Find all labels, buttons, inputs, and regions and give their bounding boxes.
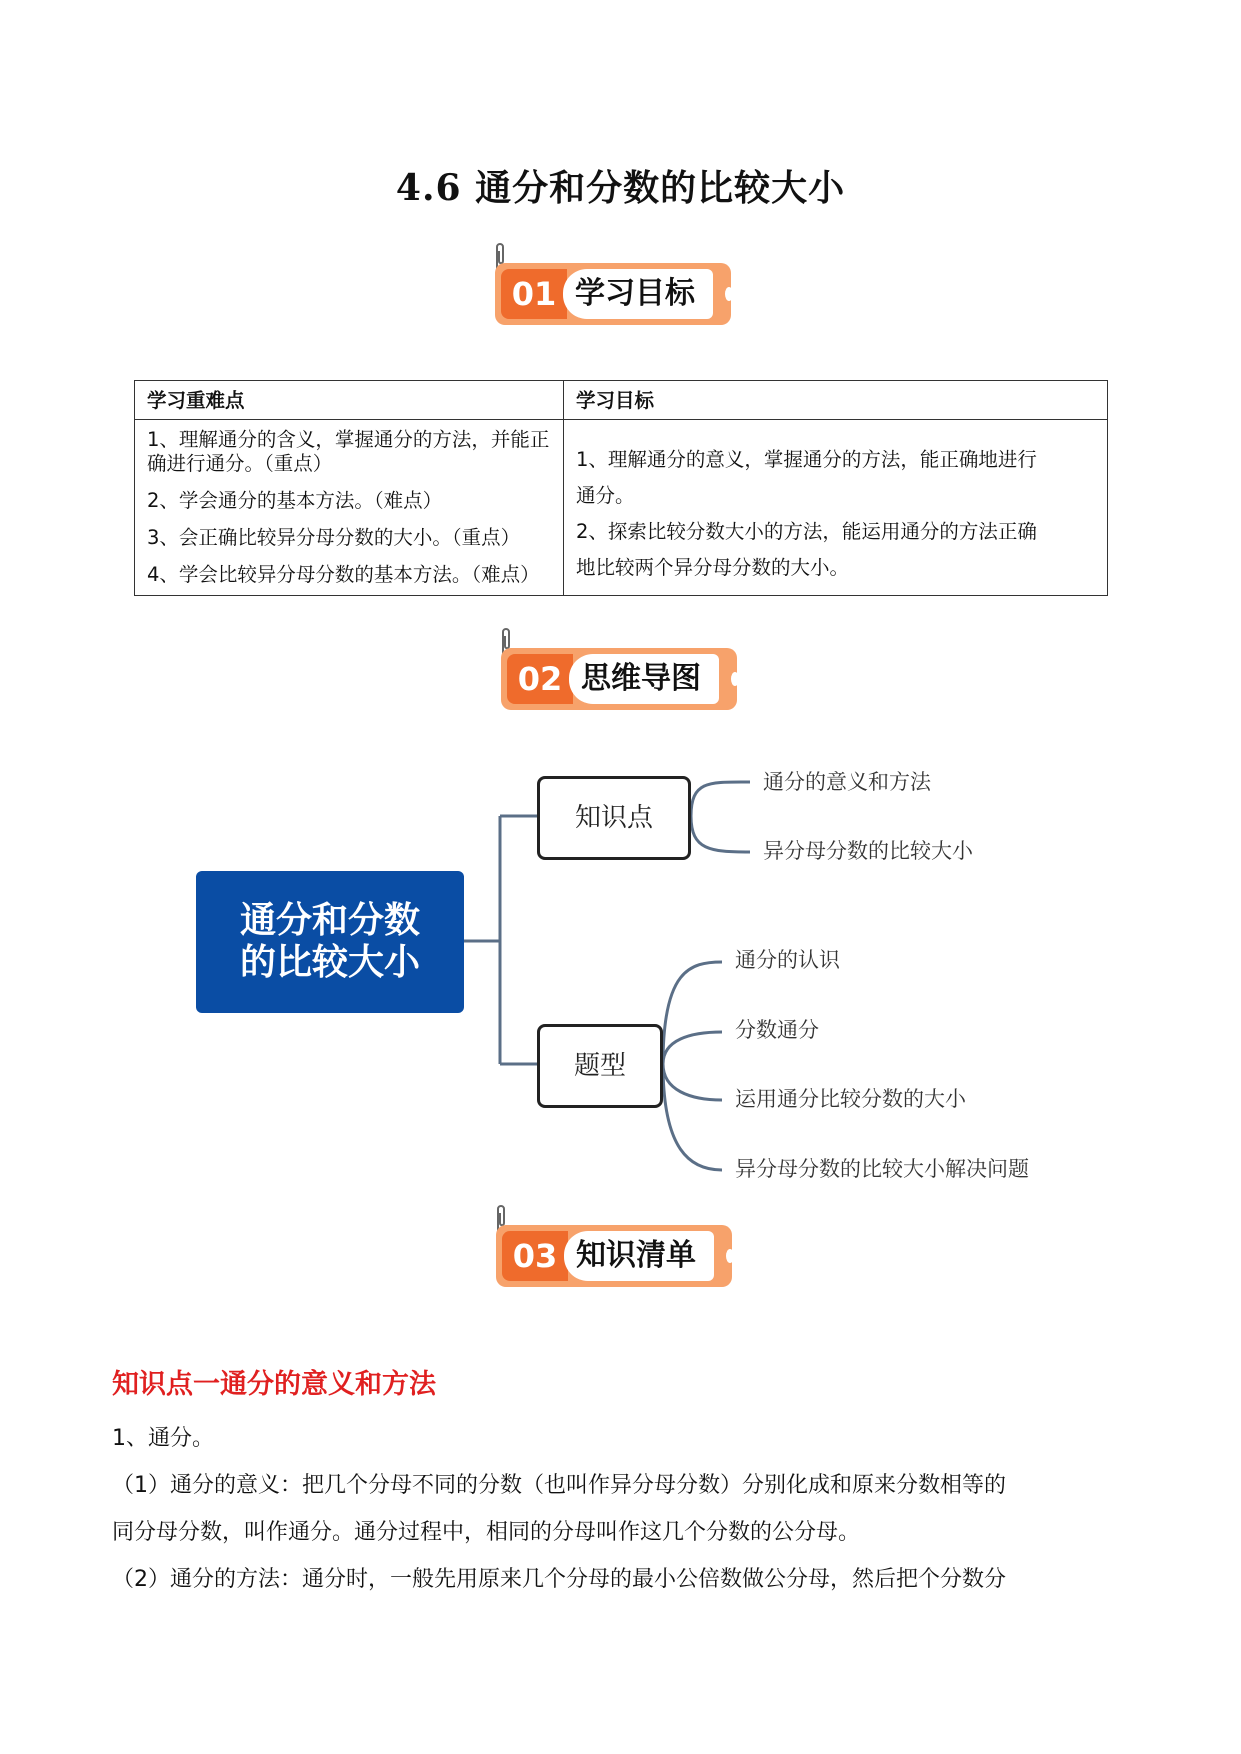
- mindmap-root: [196, 871, 464, 1013]
- goal-line: 地比较两个异分母分数的大小。: [576, 556, 850, 579]
- section-badge-knowledge: [496, 1225, 736, 1287]
- mindmap-leaf: 异分母分数的比较大小解决问题: [735, 1157, 1029, 1181]
- section-label: 学习目标: [563, 269, 713, 319]
- mindmap-leaf: 分数通分: [735, 1018, 819, 1042]
- section-number: 03: [502, 1231, 568, 1281]
- goal-line: 2、探索比较分数大小的方法，能运用通分的方法正确: [576, 520, 1037, 543]
- list-item: 1、理解通分的含义，掌握通分的方法，并能正确进行通分。（重点）: [147, 428, 550, 475]
- mindmap-branch-knowledge: 知识点: [537, 776, 691, 860]
- section-number: 01: [501, 269, 567, 319]
- paragraph: （1）通分的意义：把几个分母不同的分数（也叫作异分母分数）分别化成和原来分数相等的: [112, 1473, 1007, 1498]
- table-header-goals: 学习目标: [564, 381, 1108, 420]
- paragraph: 1、通分。: [112, 1426, 214, 1451]
- list-item: 3、会正确比较异分母分数的大小。（重点）: [147, 526, 521, 549]
- root-line: 的比较大小: [239, 942, 420, 983]
- mindmap-branch-types: 题型: [537, 1024, 663, 1108]
- section-number: 02: [507, 654, 573, 704]
- goal-line: 通分。: [576, 484, 635, 507]
- mindmap-leaf: 异分母分数的比较大小: [763, 839, 973, 863]
- goal-line: 1、理解通分的意义，掌握通分的方法，能正确地进行: [576, 448, 1037, 471]
- mindmap-leaf: 运用通分比较分数的大小: [735, 1087, 966, 1111]
- list-item: 4、学会比较异分母分数的基本方法。（难点）: [147, 563, 540, 586]
- mindmap-leaf: 通分的意义和方法: [763, 770, 931, 794]
- list-item: 2、学会通分的基本方法。（难点）: [147, 489, 443, 512]
- section-label: 知识清单: [564, 1231, 714, 1281]
- root-line: 通分和分数: [239, 900, 420, 941]
- paragraph: （2）通分的方法：通分时，一般先用原来几个分母的最小公倍数做公分母，然后把个分数分: [112, 1567, 1007, 1592]
- mindmap-leaf: 通分的认识: [735, 948, 840, 972]
- page-title: 4.6 通分和分数的比较大小: [395, 167, 846, 209]
- section-label: 思维导图: [569, 654, 719, 704]
- table-header-difficulty: 学习重难点: [135, 381, 564, 420]
- knowledge-heading: 知识点一通分的意义和方法: [112, 1369, 436, 1400]
- paragraph: 同分母分数，叫作通分。通分过程中，相同的分母叫作这几个分数的公分母。: [112, 1520, 861, 1545]
